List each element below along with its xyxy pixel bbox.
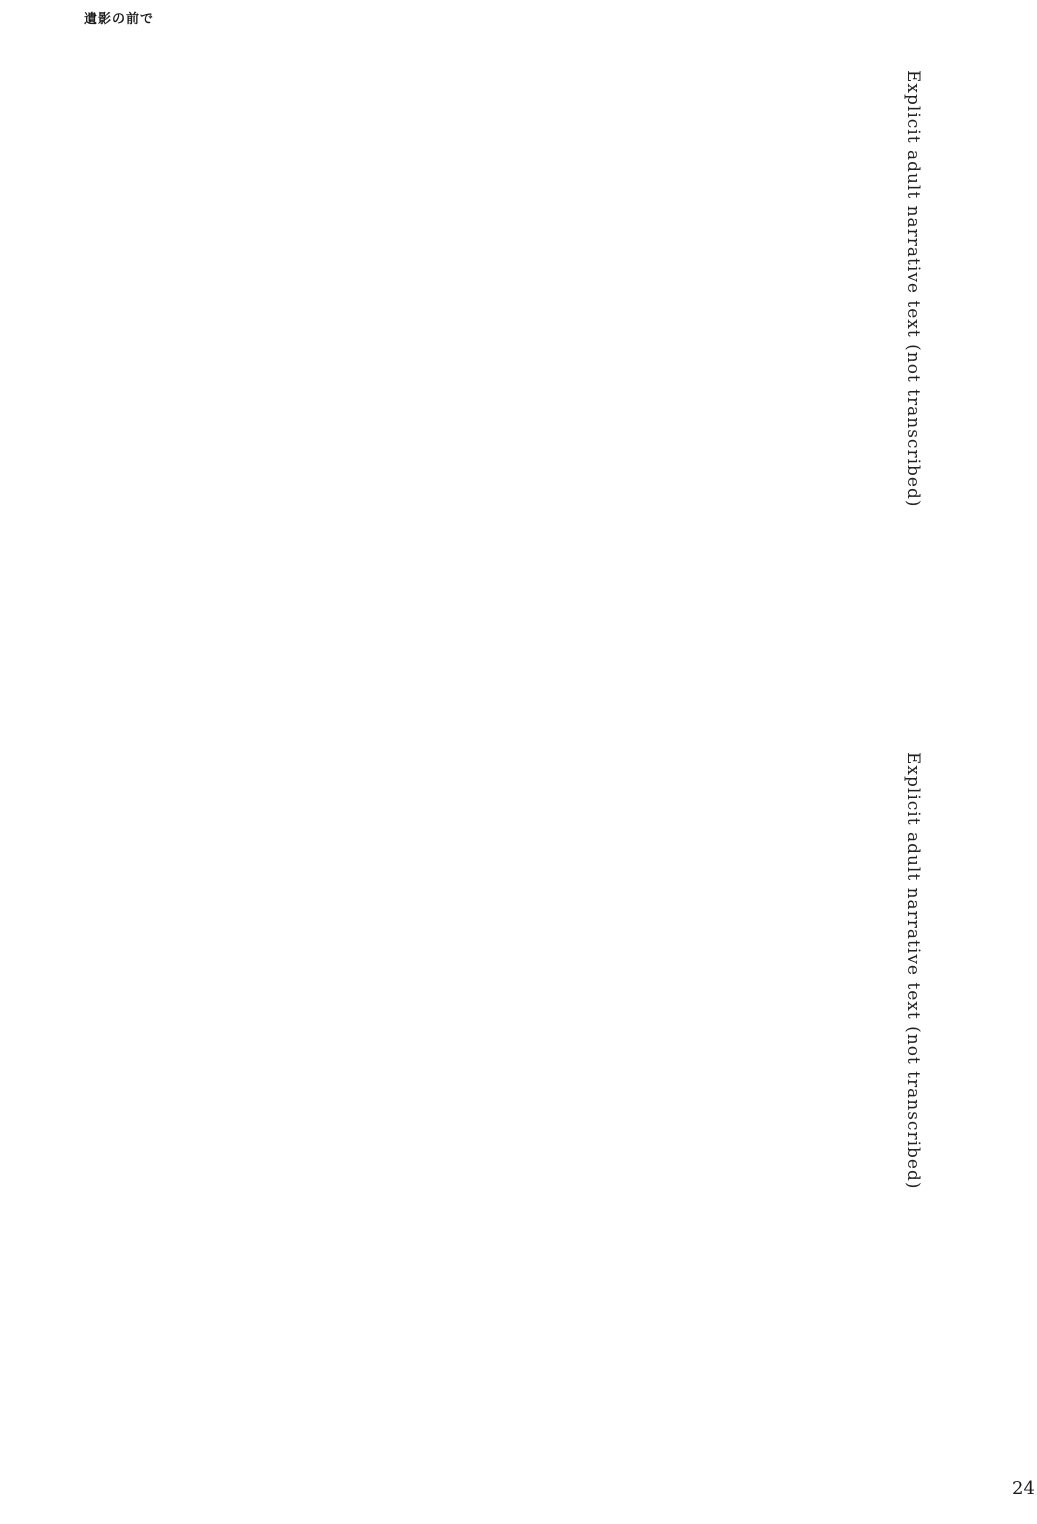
text-block-top-placeholder: Explicit adult narrative text (not transcribed) [903, 70, 923, 508]
text-block-top [87, 70, 927, 710]
running-header: 遺影の前で [84, 12, 155, 27]
text-block-bottom [87, 752, 927, 1392]
text-block-bottom-placeholder: Explicit adult narrative text (not transcribed) [903, 752, 923, 1190]
page-number: 24 [1012, 1478, 1035, 1499]
